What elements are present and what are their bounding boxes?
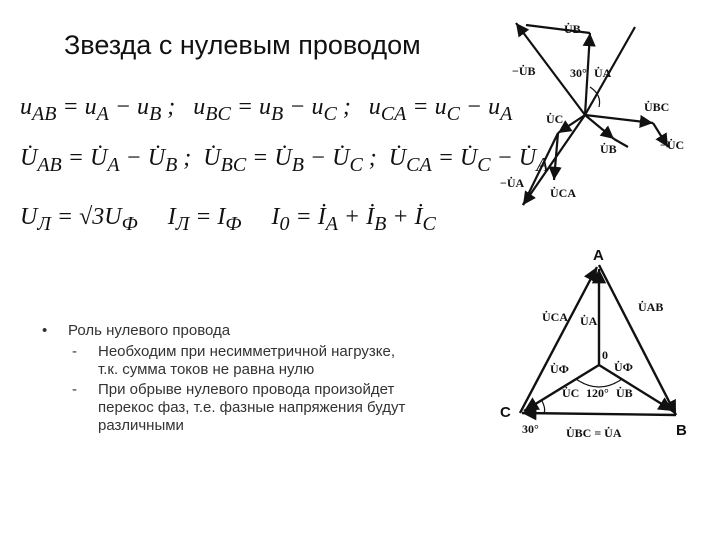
label-uc: U̇C <box>562 386 580 400</box>
label-ubc-eq-ua: U̇BC = U̇A <box>566 426 622 440</box>
label-uab: U̇AB <box>638 300 664 314</box>
label-30deg: 30° <box>522 422 539 436</box>
label-uc: U̇C <box>546 112 564 126</box>
label-minus-uc: −U̇C <box>660 138 685 152</box>
vector-diagram-top <box>498 15 698 215</box>
sub-item-text: При обрыве нулевого провода произойдет перекос фаз, т.е. фазные напряжения будут различными <box>98 381 406 434</box>
label-uca: U̇CA <box>550 186 576 200</box>
bullet-main-text: Роль нулевого провода <box>68 322 231 339</box>
label-ubc: U̇BC <box>644 100 670 114</box>
vector-diagram-triangle <box>494 245 700 445</box>
side-bc <box>522 413 676 415</box>
label-120deg: 120° <box>586 386 609 400</box>
label-minus-ub: −U̇B <box>512 64 536 78</box>
dash: - <box>72 381 77 398</box>
dash: - <box>72 343 77 360</box>
bullet-dot: • <box>42 322 48 339</box>
side-ab <box>599 265 676 415</box>
label-minus-ua: −U̇A <box>500 176 525 190</box>
label-ua: U̇A <box>580 314 598 328</box>
sub-item <box>42 381 418 435</box>
label-ub: U̇B <box>616 386 633 400</box>
formula-complex-voltages: $U̇_{AB}$ = $U̇_A$ − $U̇_B$ ; $U̇_{BC}$ = $U̇_B$ − $U̇_C$ ; $U̇_{CA}$ = $U̇_C$ − $U̇_A$ <box>20 145 549 176</box>
slide-title: Звезда с нулевым проводом <box>64 30 421 60</box>
vertex-c: C <box>500 404 511 421</box>
label-ub-top: U̇B <box>564 22 581 36</box>
sub-item <box>42 343 418 379</box>
vector-ubc <box>585 115 653 123</box>
angle-arc-30 <box>542 401 545 413</box>
bullet-list <box>42 322 418 437</box>
label-neutral-0: 0 <box>602 348 608 362</box>
label-uca: U̇CA <box>542 310 568 324</box>
bullet-item <box>42 322 418 339</box>
vertex-a: A <box>593 247 604 264</box>
label-30deg: 30° <box>570 66 587 80</box>
label-uf-left: U̇Ф <box>550 362 569 376</box>
formula-line-phase-relations: $U_Л = √3U_Ф$ $I_Л = I_Ф$ $I_0$ = $İ_A$ + $İ_B$ + $İ_C$ <box>20 204 436 235</box>
label-ub: U̇B <box>600 142 617 156</box>
label-uf-right: U̇Ф <box>614 360 633 374</box>
label-ua: U̇A <box>594 66 612 80</box>
sub-list <box>42 343 418 435</box>
vertex-b: B <box>676 422 687 439</box>
sub-item-text: Необходим при несимметричной нагрузке, т.к. сумма токов не равна нулю <box>98 343 396 378</box>
formula-instantaneous-voltages: $u_{AB} = u_A - u_B$ ; $u_{BC} = u_B - u_C$ ; $u_{CA} = u_C - u_A$ <box>20 94 513 125</box>
